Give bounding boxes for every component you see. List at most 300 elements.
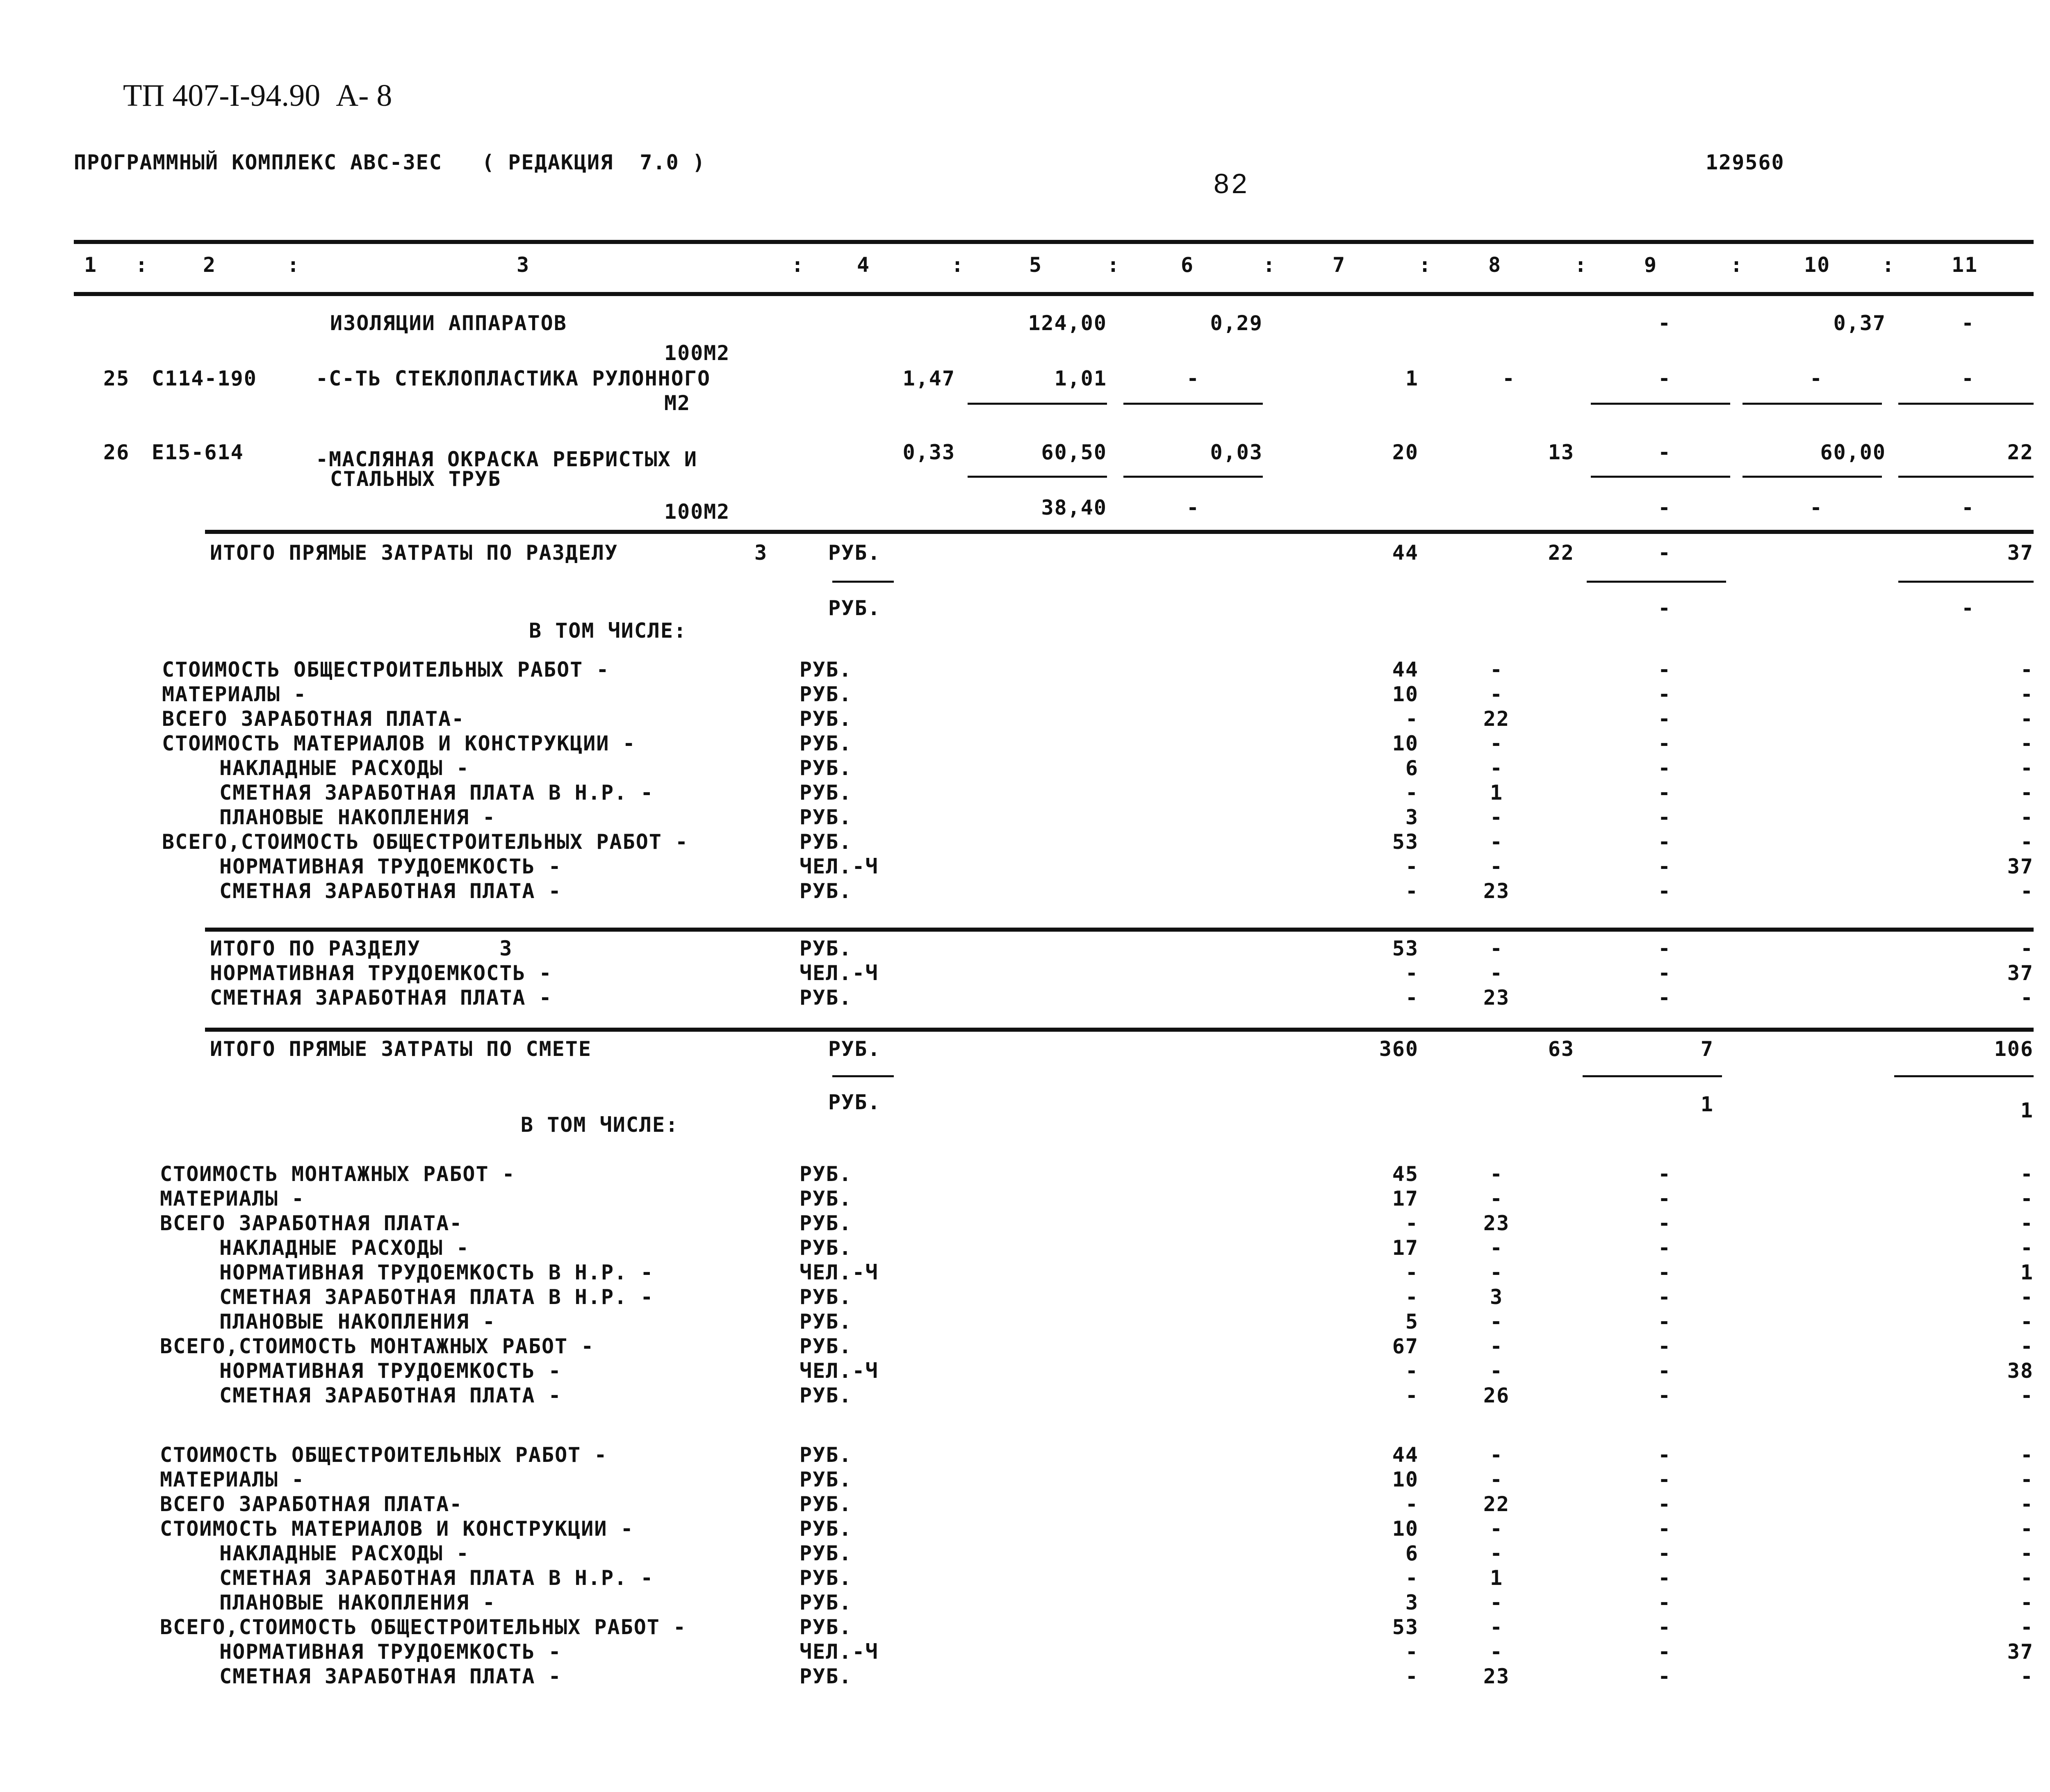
line-item-col7: 3 (1405, 1591, 1419, 1614)
column-separator-6: : (1263, 253, 1276, 277)
line-item-unit: РУБ. (800, 732, 852, 755)
section-sum-rule (205, 928, 2034, 932)
line-item-col11: 37 (2007, 1640, 2034, 1664)
estimate-total-rule (205, 1028, 2034, 1032)
line-item-col7: 6 (1405, 1541, 1419, 1565)
line-item-col11: - (2020, 1236, 2034, 1260)
line-item-label: СТОИМОСТЬ ОБЩЕСТРОИТЕЛЬНЫХ РАБОТ - (160, 1443, 608, 1467)
line-item-col8: - (1490, 1334, 1503, 1358)
line-item-col7: 3 (1405, 805, 1419, 829)
line-item-label: ПЛАНОВЫЕ НАКОПЛЕНИЯ - (219, 805, 496, 829)
line-item-unit: РУБ. (800, 1310, 852, 1334)
line-item-col8: - (1490, 1640, 1503, 1664)
line-item-label: СМЕТНАЯ ЗАРАБОТНАЯ ПЛАТА - (219, 1384, 562, 1407)
row25-number: 25 (103, 367, 130, 390)
line-item-col11: - (2020, 1468, 2034, 1491)
line-item-col9: - (1658, 1591, 1672, 1614)
line-item-label: МАТЕРИАЛЫ - (160, 1468, 305, 1491)
line-item-unit: ЧЕЛ.-Ч (800, 1640, 879, 1664)
line-item-label: ИТОГО ПО РАЗДЕЛУ 3 (210, 937, 513, 960)
line-item-unit: РУБ. (800, 1492, 852, 1516)
estimate-total-c9-rule (1583, 1075, 1722, 1077)
line-item-unit: РУБ. (800, 1236, 852, 1260)
line-item-col8: - (1490, 1443, 1503, 1467)
row26-c10-second: - (1809, 496, 1823, 520)
line-item-col7: 10 (1392, 1468, 1419, 1491)
line-item-col11: - (2020, 1591, 2034, 1614)
line-item-unit: РУБ. (800, 1541, 852, 1565)
row25-c11-rule (1898, 403, 2034, 405)
row25-c9: - (1658, 367, 1672, 390)
row26-name-line2: СТАЛЬНЫХ ТРУБ (330, 467, 501, 491)
row-continuation-c10: 0,37 (1833, 311, 1886, 335)
line-item-col9: - (1658, 1285, 1672, 1309)
row26-c5: 60,50 (1041, 440, 1107, 464)
including-heading-1: В ТОМ ЧИСЛЕ: (529, 619, 687, 643)
line-item-label: НОРМАТИВНАЯ ТРУДОЕМКОСТЬ - (219, 1359, 562, 1383)
estimate-total-unit: РУБ. (828, 1037, 881, 1061)
line-item-label: ВСЕГО ЗАРАБОТНАЯ ПЛАТА- (160, 1492, 463, 1516)
line-item-col7: 6 (1405, 756, 1419, 780)
line-item-col8: 23 (1483, 986, 1510, 1010)
line-item-col9: - (1658, 805, 1672, 829)
line-item-col9: - (1658, 1541, 1672, 1565)
row26-code: Е15-614 (152, 440, 244, 464)
section-total-unit2: РУБ. (828, 596, 881, 620)
line-item-col7: - (1405, 781, 1419, 805)
line-item-label: ВСЕГО ЗАРАБОТНАЯ ПЛАТА- (160, 1211, 463, 1235)
page-number: 82 (1214, 168, 1250, 199)
line-item-col11: 37 (2007, 961, 2034, 985)
line-item-unit: РУБ. (800, 1566, 852, 1590)
line-item-label: СМЕТНАЯ ЗАРАБОТНАЯ ПЛАТА В Н.Р. - (219, 1285, 654, 1309)
line-item-col11: - (2020, 805, 2034, 829)
line-item-col7: - (1405, 1640, 1419, 1664)
line-item-col11: - (2020, 658, 2034, 682)
program-title: ПРОГРАММНЫЙ КОМПЛЕКС АВС-3ЕС ( РЕДАКЦИЯ 7.0 ) (74, 150, 706, 174)
line-item-col8: - (1490, 805, 1503, 829)
line-item-col8: - (1490, 1261, 1503, 1284)
column-separator-3: : (791, 253, 805, 277)
line-item-col7: 53 (1392, 1615, 1419, 1639)
column-separator-8: : (1574, 253, 1588, 277)
line-item-col7: 44 (1392, 1443, 1419, 1467)
row26-c9-second: - (1658, 496, 1672, 520)
line-item-label: НАКЛАДНЫЕ РАСХОДЫ - (219, 1541, 469, 1565)
line-item-col8: 1 (1490, 781, 1503, 805)
row26-c11-rule (1898, 476, 2034, 478)
line-item-col8: - (1490, 1162, 1503, 1186)
line-item-unit: РУБ. (800, 1468, 852, 1491)
line-item-col11: - (2020, 1664, 2034, 1688)
line-item-unit: РУБ. (800, 805, 852, 829)
column-number-2: 2 (203, 253, 216, 277)
column-number-6: 6 (1181, 253, 1194, 277)
column-number-3: 3 (517, 253, 530, 277)
line-item-label: СМЕТНАЯ ЗАРАБОТНАЯ ПЛАТА В Н.Р. - (219, 781, 654, 805)
line-item-col8: - (1490, 1310, 1503, 1334)
line-item-col9: - (1658, 1615, 1672, 1639)
section-rule (205, 530, 2034, 534)
line-item-label: СМЕТНАЯ ЗАРАБОТНАЯ ПЛАТА - (219, 1664, 562, 1688)
line-item-col9: - (1658, 879, 1672, 903)
line-item-label: СТОИМОСТЬ МАТЕРИАЛОВ И КОНСТРУКЦИИ - (160, 1517, 634, 1541)
row25-c10-rule (1742, 403, 1882, 405)
row26-c11-second: - (1961, 496, 1975, 520)
line-item-unit: РУБ. (800, 1517, 852, 1541)
column-separator-5: : (1107, 253, 1121, 277)
estimate-total-label: ИТОГО ПРЯМЫЕ ЗАТРАТЫ ПО СМЕТЕ (210, 1037, 592, 1061)
line-item-label: ВСЕГО ЗАРАБОТНАЯ ПЛАТА- (162, 707, 465, 731)
line-item-col7: 10 (1392, 682, 1419, 706)
row25-unit-bottom: М2 (664, 391, 691, 415)
row25-c5-rule (968, 403, 1107, 405)
line-item-col8: - (1490, 1236, 1503, 1260)
line-item-unit: РУБ. (800, 781, 852, 805)
estimate-total-unit-rule (832, 1075, 894, 1077)
line-item-col8: 1 (1490, 1566, 1503, 1590)
line-item-col11: - (2020, 1285, 2034, 1309)
line-item-col9: - (1658, 1359, 1672, 1383)
estimate-total-c11: 106 (1994, 1037, 2034, 1061)
document-code: 129560 (1706, 150, 1785, 174)
line-item-col9: - (1658, 1310, 1672, 1334)
line-item-col9: - (1658, 1468, 1672, 1491)
row26-c6-rule (1123, 476, 1263, 478)
line-item-col11: 38 (2007, 1359, 2034, 1383)
line-item-col11: - (2020, 682, 2034, 706)
column-number-1: 1 (84, 253, 98, 277)
section-total-label: ИТОГО ПРЯМЫЕ ЗАТРАТЫ ПО РАЗДЕЛУ (210, 541, 618, 565)
line-item-col9: - (1658, 1566, 1672, 1590)
line-item-col7: - (1405, 1664, 1419, 1688)
line-item-unit: РУБ. (800, 986, 852, 1010)
header-bottom-rule (74, 292, 2034, 296)
column-number-7: 7 (1332, 253, 1346, 277)
section-total-c11-rule (1898, 581, 2034, 583)
line-item-col9: - (1658, 707, 1672, 731)
line-item-col8: - (1490, 937, 1503, 960)
row-continuation-c5: 124,00 (1028, 311, 1107, 335)
row25-c5: 1,01 (1054, 367, 1107, 390)
line-item-col11: - (2020, 1162, 2034, 1186)
line-item-col9: - (1658, 1162, 1672, 1186)
row25-c10: - (1809, 367, 1823, 390)
line-item-col11: - (2020, 986, 2034, 1010)
line-item-unit: ЧЕЛ.-Ч (800, 855, 879, 878)
line-item-unit: РУБ. (800, 756, 852, 780)
row25-c9-rule (1591, 403, 1730, 405)
line-item-col7: - (1405, 1285, 1419, 1309)
row25-c11: - (1961, 367, 1975, 390)
row25-code: С114-190 (152, 367, 257, 390)
row26-number: 26 (103, 440, 130, 464)
line-item-col11: - (2020, 1384, 2034, 1407)
line-item-label: НОРМАТИВНАЯ ТРУДОЕМКОСТЬ - (219, 1640, 562, 1664)
line-item-label: ПЛАНОВЫЕ НАКОПЛЕНИЯ - (219, 1591, 496, 1614)
line-item-label: НАКЛАДНЫЕ РАСХОДЫ - (219, 1236, 469, 1260)
line-item-label: НОРМАТИВНАЯ ТРУДОЕМКОСТЬ В Н.Р. - (219, 1261, 654, 1284)
estimate-total-c7: 360 (1379, 1037, 1419, 1061)
line-item-label: СТОИМОСТЬ ОБЩЕСТРОИТЕЛЬНЫХ РАБОТ - (162, 658, 610, 682)
line-item-col11: - (2020, 1334, 2034, 1358)
line-item-unit: РУБ. (800, 830, 852, 854)
row25-name: -С-ТЬ СТЕКЛОПЛАСТИКА РУЛОННОГО (316, 367, 711, 390)
line-item-col9: - (1658, 1261, 1672, 1284)
section-total-c7: 44 (1392, 541, 1419, 565)
column-number-11: 11 (1952, 253, 1978, 277)
estimate-total-c11-second: 1 (2020, 1099, 2034, 1122)
line-item-col11: - (2020, 1615, 2034, 1639)
line-item-col7: - (1405, 855, 1419, 878)
line-item-col8: - (1490, 830, 1503, 854)
column-separator-1: : (135, 253, 149, 277)
row25-c7: 1 (1405, 367, 1419, 390)
line-item-col9: - (1658, 855, 1672, 878)
line-item-col11: - (2020, 830, 2034, 854)
line-item-label: СТОИМОСТЬ МОНТАЖНЫХ РАБОТ - (160, 1162, 515, 1186)
line-item-col11: - (2020, 937, 2034, 960)
row26-name-line1: -МАСЛЯНАЯ ОКРАСКА РЕБРИСТЫХ И (316, 447, 697, 471)
line-item-col11: - (2020, 1566, 2034, 1590)
section-total-c11-second: - (1961, 596, 1975, 620)
line-item-col8: 3 (1490, 1285, 1503, 1309)
document-id: ТП 407-I-94.90 А- 8 (123, 78, 392, 113)
section-total-c9-second: - (1658, 596, 1672, 620)
line-item-col11: 37 (2007, 855, 2034, 878)
section-total-number: 3 (754, 541, 768, 565)
row-continuation-c11: - (1961, 311, 1975, 335)
line-item-col9: - (1658, 830, 1672, 854)
line-item-col7: 10 (1392, 1517, 1419, 1541)
line-item-col8: - (1490, 1541, 1503, 1565)
line-item-col9: - (1658, 732, 1672, 755)
row25-c8: - (1502, 367, 1516, 390)
line-item-col7: - (1405, 1211, 1419, 1235)
line-item-col7: - (1405, 961, 1419, 985)
section-total-unit: РУБ. (828, 541, 881, 565)
section-total-c9: - (1658, 541, 1672, 565)
line-item-col7: 17 (1392, 1236, 1419, 1260)
line-item-col9: - (1658, 1334, 1672, 1358)
row26-c4: 0,33 (902, 440, 955, 464)
line-item-col7: - (1405, 986, 1419, 1010)
line-item-unit: РУБ. (800, 1591, 852, 1614)
line-item-label: СМЕТНАЯ ЗАРАБОТНАЯ ПЛАТА - (219, 879, 562, 903)
row25-unit-top: 100М2 (664, 341, 730, 365)
row26-c8: 13 (1548, 440, 1574, 464)
line-item-col8: 23 (1483, 879, 1510, 903)
line-item-col9: - (1658, 1236, 1672, 1260)
row25-c6-rule (1123, 403, 1263, 405)
column-separator-2: : (287, 253, 301, 277)
line-item-col9: - (1658, 1211, 1672, 1235)
line-item-col9: - (1658, 961, 1672, 985)
row26-c7: 20 (1392, 440, 1419, 464)
line-item-label: НАКЛАДНЫЕ РАСХОДЫ - (219, 756, 469, 780)
line-item-col7: - (1405, 879, 1419, 903)
column-separator-4: : (951, 253, 965, 277)
line-item-col9: - (1658, 781, 1672, 805)
line-item-col8: 23 (1483, 1211, 1510, 1235)
row26-c6-second: - (1186, 496, 1200, 520)
line-item-col8: - (1490, 1187, 1503, 1211)
column-separator-7: : (1419, 253, 1432, 277)
row-continuation-c6: 0,29 (1210, 311, 1263, 335)
line-item-label: НОРМАТИВНАЯ ТРУДОЕМКОСТЬ - (219, 855, 562, 878)
row26-c5-rule (968, 476, 1107, 478)
line-item-col7: 45 (1392, 1162, 1419, 1186)
line-item-col7: - (1405, 1384, 1419, 1407)
line-item-col11: 1 (2020, 1261, 2034, 1284)
line-item-col7: 5 (1405, 1310, 1419, 1334)
line-item-label: ПЛАНОВЫЕ НАКОПЛЕНИЯ - (219, 1310, 496, 1334)
line-item-col9: - (1658, 658, 1672, 682)
including-heading-2: В ТОМ ЧИСЛЕ: (521, 1113, 679, 1137)
line-item-col7: - (1405, 1261, 1419, 1284)
column-separator-9: : (1730, 253, 1744, 277)
row26-c9: - (1658, 440, 1672, 464)
line-item-col7: 44 (1392, 658, 1419, 682)
line-item-unit: ЧЕЛ.-Ч (800, 1359, 879, 1383)
line-item-col7: - (1405, 707, 1419, 731)
line-item-col11: - (2020, 781, 2034, 805)
line-item-col8: 22 (1483, 707, 1510, 731)
line-item-col11: - (2020, 1492, 2034, 1516)
line-item-col9: - (1658, 1664, 1672, 1688)
line-item-col7: 53 (1392, 937, 1419, 960)
line-item-label: ВСЕГО,СТОИМОСТЬ МОНТАЖНЫХ РАБОТ - (160, 1334, 594, 1358)
line-item-unit: РУБ. (800, 1334, 852, 1358)
column-number-8: 8 (1488, 253, 1502, 277)
estimate-total-unit2: РУБ. (828, 1090, 881, 1114)
estimate-total-c9: 7 (1700, 1037, 1714, 1061)
line-item-col8: - (1490, 756, 1503, 780)
line-item-col9: - (1658, 682, 1672, 706)
line-item-col11: - (2020, 1187, 2034, 1211)
line-item-col7: 67 (1392, 1334, 1419, 1358)
line-item-unit: РУБ. (800, 1162, 852, 1186)
line-item-col9: - (1658, 1384, 1672, 1407)
column-separator-10: : (1882, 253, 1895, 277)
line-item-col8: - (1490, 1591, 1503, 1614)
line-item-label: СТОИМОСТЬ МАТЕРИАЛОВ И КОНСТРУКЦИИ - (162, 732, 636, 755)
line-item-unit: РУБ. (800, 1211, 852, 1235)
line-item-col8: 23 (1483, 1664, 1510, 1688)
line-item-unit: РУБ. (800, 1615, 852, 1639)
line-item-unit: РУБ. (800, 1664, 852, 1688)
line-item-label: ВСЕГО,СТОИМОСТЬ ОБЩЕСТРОИТЕЛЬНЫХ РАБОТ - (162, 830, 689, 854)
line-item-col11: - (2020, 707, 2034, 731)
row25-c6: - (1186, 367, 1200, 390)
section-total-unit-rule (832, 581, 894, 583)
line-item-col8: - (1490, 1468, 1503, 1491)
line-item-label: МАТЕРИАЛЫ - (160, 1187, 305, 1211)
column-number-4: 4 (857, 253, 870, 277)
line-item-label: МАТЕРИАЛЫ - (162, 682, 307, 706)
line-item-unit: РУБ. (800, 682, 852, 706)
line-item-col8: - (1490, 855, 1503, 878)
row26-c11: 22 (2007, 440, 2034, 464)
line-item-unit: РУБ. (800, 1285, 852, 1309)
line-item-col8: - (1490, 732, 1503, 755)
line-item-col9: - (1658, 986, 1672, 1010)
line-item-unit: РУБ. (800, 1443, 852, 1467)
line-item-label: НОРМАТИВНАЯ ТРУДОЕМКОСТЬ - (210, 961, 552, 985)
line-item-col8: - (1490, 961, 1503, 985)
line-item-col8: - (1490, 1517, 1503, 1541)
line-item-col11: - (2020, 1541, 2034, 1565)
row26-c10: 60,00 (1820, 440, 1886, 464)
line-item-unit: РУБ. (800, 937, 852, 960)
row26-unit: 100М2 (664, 500, 730, 524)
row26-c6: 0,03 (1210, 440, 1263, 464)
section-total-c8: 22 (1548, 541, 1574, 565)
line-item-col8: - (1490, 658, 1503, 682)
line-item-col11: - (2020, 1517, 2034, 1541)
column-number-10: 10 (1804, 253, 1831, 277)
line-item-col8: - (1490, 1615, 1503, 1639)
row26-c10-rule (1742, 476, 1882, 478)
column-number-9: 9 (1644, 253, 1658, 277)
line-item-col9: - (1658, 1517, 1672, 1541)
line-item-col7: 10 (1392, 732, 1419, 755)
line-item-col7: - (1405, 1492, 1419, 1516)
line-item-unit: ЧЕЛ.-Ч (800, 1261, 879, 1284)
line-item-unit: РУБ. (800, 879, 852, 903)
line-item-col11: - (2020, 1443, 2034, 1467)
line-item-col7: 53 (1392, 830, 1419, 854)
row26-c5-second: 38,40 (1041, 496, 1107, 520)
estimate-total-c8: 63 (1548, 1037, 1574, 1061)
row26-c9-rule (1591, 476, 1730, 478)
section-total-c11: 37 (2007, 541, 2034, 565)
table-top-rule (74, 240, 2034, 244)
column-number-5: 5 (1029, 253, 1043, 277)
line-item-unit: РУБ. (800, 1384, 852, 1407)
line-item-label: СМЕТНАЯ ЗАРАБОТНАЯ ПЛАТА - (210, 986, 552, 1010)
line-item-label: СМЕТНАЯ ЗАРАБОТНАЯ ПЛАТА В Н.Р. - (219, 1566, 654, 1590)
line-item-col11: - (2020, 879, 2034, 903)
line-item-col8: - (1490, 682, 1503, 706)
estimate-total-c9-second: 1 (1700, 1092, 1714, 1116)
line-item-col9: - (1658, 937, 1672, 960)
line-item-col11: - (2020, 1211, 2034, 1235)
line-item-unit: РУБ. (800, 1187, 852, 1211)
row-continuation-name: ИЗОЛЯЦИИ АППАРАТОВ (330, 311, 567, 335)
line-item-unit: РУБ. (800, 707, 852, 731)
line-item-label: ВСЕГО,СТОИМОСТЬ ОБЩЕСТРОИТЕЛЬНЫХ РАБОТ - (160, 1615, 687, 1639)
line-item-col8: 26 (1483, 1384, 1510, 1407)
line-item-unit: ЧЕЛ.-Ч (800, 961, 879, 985)
line-item-col8: 22 (1483, 1492, 1510, 1516)
line-item-col11: - (2020, 1310, 2034, 1334)
line-item-col9: - (1658, 1187, 1672, 1211)
line-item-col11: - (2020, 732, 2034, 755)
line-item-col9: - (1658, 1443, 1672, 1467)
line-item-col9: - (1658, 756, 1672, 780)
row-continuation-c9: - (1658, 311, 1672, 335)
row25-c4: 1,47 (902, 367, 955, 390)
line-item-col7: - (1405, 1566, 1419, 1590)
line-item-unit: РУБ. (800, 658, 852, 682)
line-item-col8: - (1490, 1359, 1503, 1383)
line-item-col9: - (1658, 1640, 1672, 1664)
line-item-col7: - (1405, 1359, 1419, 1383)
line-item-col11: - (2020, 756, 2034, 780)
line-item-col9: - (1658, 1492, 1672, 1516)
estimate-total-c11-rule (1894, 1075, 2034, 1077)
